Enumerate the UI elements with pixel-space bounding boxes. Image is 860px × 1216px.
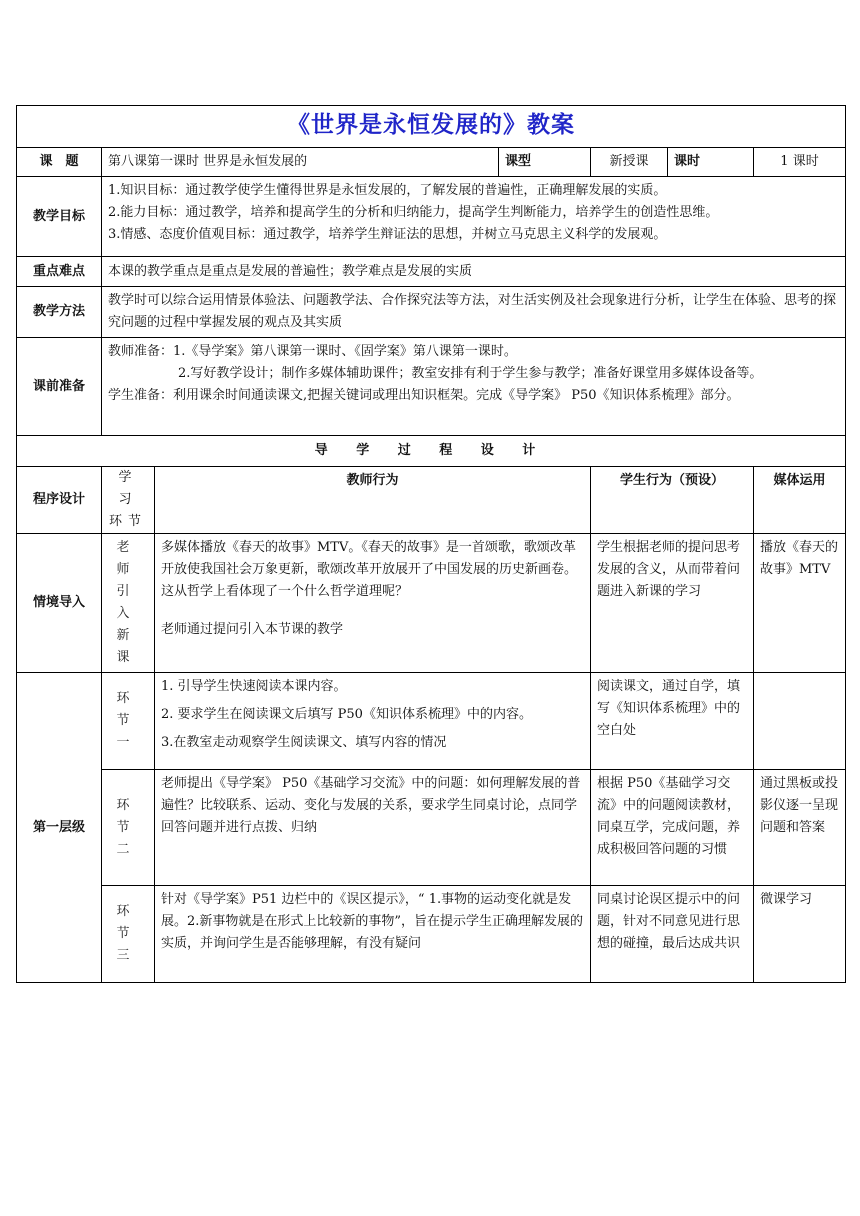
keypoints-label: 重点难点	[17, 257, 102, 287]
link2-step: 环 节 二	[102, 770, 155, 886]
link1-row	[17, 673, 846, 770]
intro-teacher	[155, 534, 591, 673]
link3-row	[17, 886, 846, 983]
intro-step: 老 师 引 入 新课	[102, 534, 155, 673]
teacher-prep-1: 教师准备：1.《导学案》第八课第一课时、《固学案》第八课第一课时。	[108, 344, 517, 359]
link1-step: 环 节 一	[102, 673, 155, 770]
intro-teacher-text-1: 多媒体播放《春天的故事》MTV。《春天的故事》是一首颂歌，歌颂改革开放使我国社会万象更新，歌颂改革开放展开了中国发展的历史新画卷。这从哲学上看体现了一个什么哲学道理呢？	[161, 540, 578, 599]
intro-row	[17, 534, 846, 673]
keypoints-row	[17, 257, 846, 287]
header-step: 学 习 环节	[102, 467, 155, 534]
goals-content	[102, 177, 846, 257]
title-cell	[17, 106, 846, 148]
lesson-plan-table	[16, 105, 846, 983]
intro-media: 播放《春天的故事》MTV	[754, 534, 846, 673]
link2-row	[17, 770, 846, 886]
methods-row	[17, 287, 846, 338]
intro-design: 情境导入	[17, 534, 102, 673]
title-row	[17, 106, 846, 148]
goal-knowledge: 1.知识目标：通过教学使学生懂得世界是永恒发展的，了解发展的普遍性，正确理解发展的实质。	[108, 183, 667, 198]
methods-label: 教学方法	[17, 287, 102, 338]
link3-student: 同桌讨论误区提示中的问题，针对不同意见进行思想的碰撞，最后达成共识	[591, 886, 754, 983]
topic-value: 第八课第一课时 世界是永恒发展的	[102, 148, 499, 177]
type-label: 课型	[499, 148, 591, 177]
goal-ability: 2.能力目标：通过教学，培养和提高学生的分析和归纳能力，提高学生判断能力，培养学生的创造性思维。	[108, 205, 719, 220]
type-value: 新授课	[591, 148, 668, 177]
link1-student: 阅读课文，通过自学，填写《知识体系梳理》中的空白处	[591, 673, 754, 770]
document-title: 《世界是永恒发展的》教案	[287, 111, 575, 138]
link2-student: 根据 P50《基础学习交流》中的问题阅读教材，同桌互学，完成问题，养成积极回答问题的习惯	[591, 770, 754, 886]
link1-teacher-item-3: 3.在教室走动观察学生阅读课文、填写内容的情况	[161, 735, 447, 750]
link2-media: 通过黑板或投影仪逐一呈现问题和答案	[754, 770, 846, 886]
header-student: 学生行为（预设）	[591, 467, 754, 534]
goal-values: 3.情感、态度价值观目标：通过教学，培养学生辩证法的思想，并树立马克思主义科学的发展观。	[108, 227, 667, 242]
student-prep: 学生准备：利用课余时间通读课文,把握关键词或理出知识框架。完成《导学案》 P50《知识体系梳理》部分。	[108, 388, 740, 403]
link3-step: 环 节 三	[102, 886, 155, 983]
goals-label: 教学目标	[17, 177, 102, 257]
hours-value: 1 课时	[754, 148, 846, 177]
preparation-label: 课前准备	[17, 338, 102, 436]
hours-label: 课时	[668, 148, 754, 177]
link3-teacher: 针对《导学案》P51 边栏中的《误区提示》，“ 1.事物的运动变化就是发展。2.新事物就是在形式上比较新的事物”，旨在提示学生正确理解发展的实质，并询问学生是否能够理解，有没有疑问	[155, 886, 591, 983]
intro-teacher-text-2: 老师通过提问引入本节课的教学	[161, 622, 344, 637]
link1-media	[754, 673, 846, 770]
link1-teacher	[155, 673, 591, 770]
level1-design: 第一层级	[17, 673, 102, 983]
topic-label: 课 题	[17, 148, 102, 177]
process-title-row	[17, 436, 846, 467]
keypoints-text: 本课的教学重点是重点是发展的普遍性；教学难点是发展的实质	[102, 257, 846, 287]
preparation-row	[17, 338, 846, 436]
goals-row	[17, 177, 846, 257]
teacher-prep-2: 2.写好教学设计；制作多媒体辅助课件；教室安排有利于学生参与教学；准备好课堂用多媒体设备等。	[178, 366, 763, 381]
header-media: 媒体运用	[754, 467, 846, 534]
methods-text: 教学时可以综合运用情景体验法、问题教学法、合作探究法等方法，对生活实例及社会现象进行分析，让学生在体验、思考的探究问题的过程中掌握发展的观点及其实质	[102, 287, 846, 338]
intro-student: 学生根据老师的提问思考发展的含义，从而带着问题进入新课的学习	[591, 534, 754, 673]
header-teacher: 教师行为	[155, 467, 591, 534]
link3-media: 微课学习	[754, 886, 846, 983]
process-header-row	[17, 467, 846, 534]
link1-teacher-item-2: 2. 要求学生在阅读课文后填写 P50《知识体系梳理》中的内容。	[161, 707, 532, 722]
link1-teacher-item-1: 1. 引导学生快速阅读本课内容。	[161, 679, 347, 694]
preparation-content	[102, 338, 846, 436]
header-design: 程序设计	[17, 467, 102, 534]
info-row	[17, 148, 846, 177]
process-title: 导 学 过 程 设 计	[17, 436, 846, 467]
link2-teacher: 老师提出《导学案》 P50《基础学习交流》中的问题：如何理解发展的普遍性？比较联系、运动、变化与发展的关系，要求学生同桌讨论，点同学回答问题并进行点拨、归纳	[155, 770, 591, 886]
